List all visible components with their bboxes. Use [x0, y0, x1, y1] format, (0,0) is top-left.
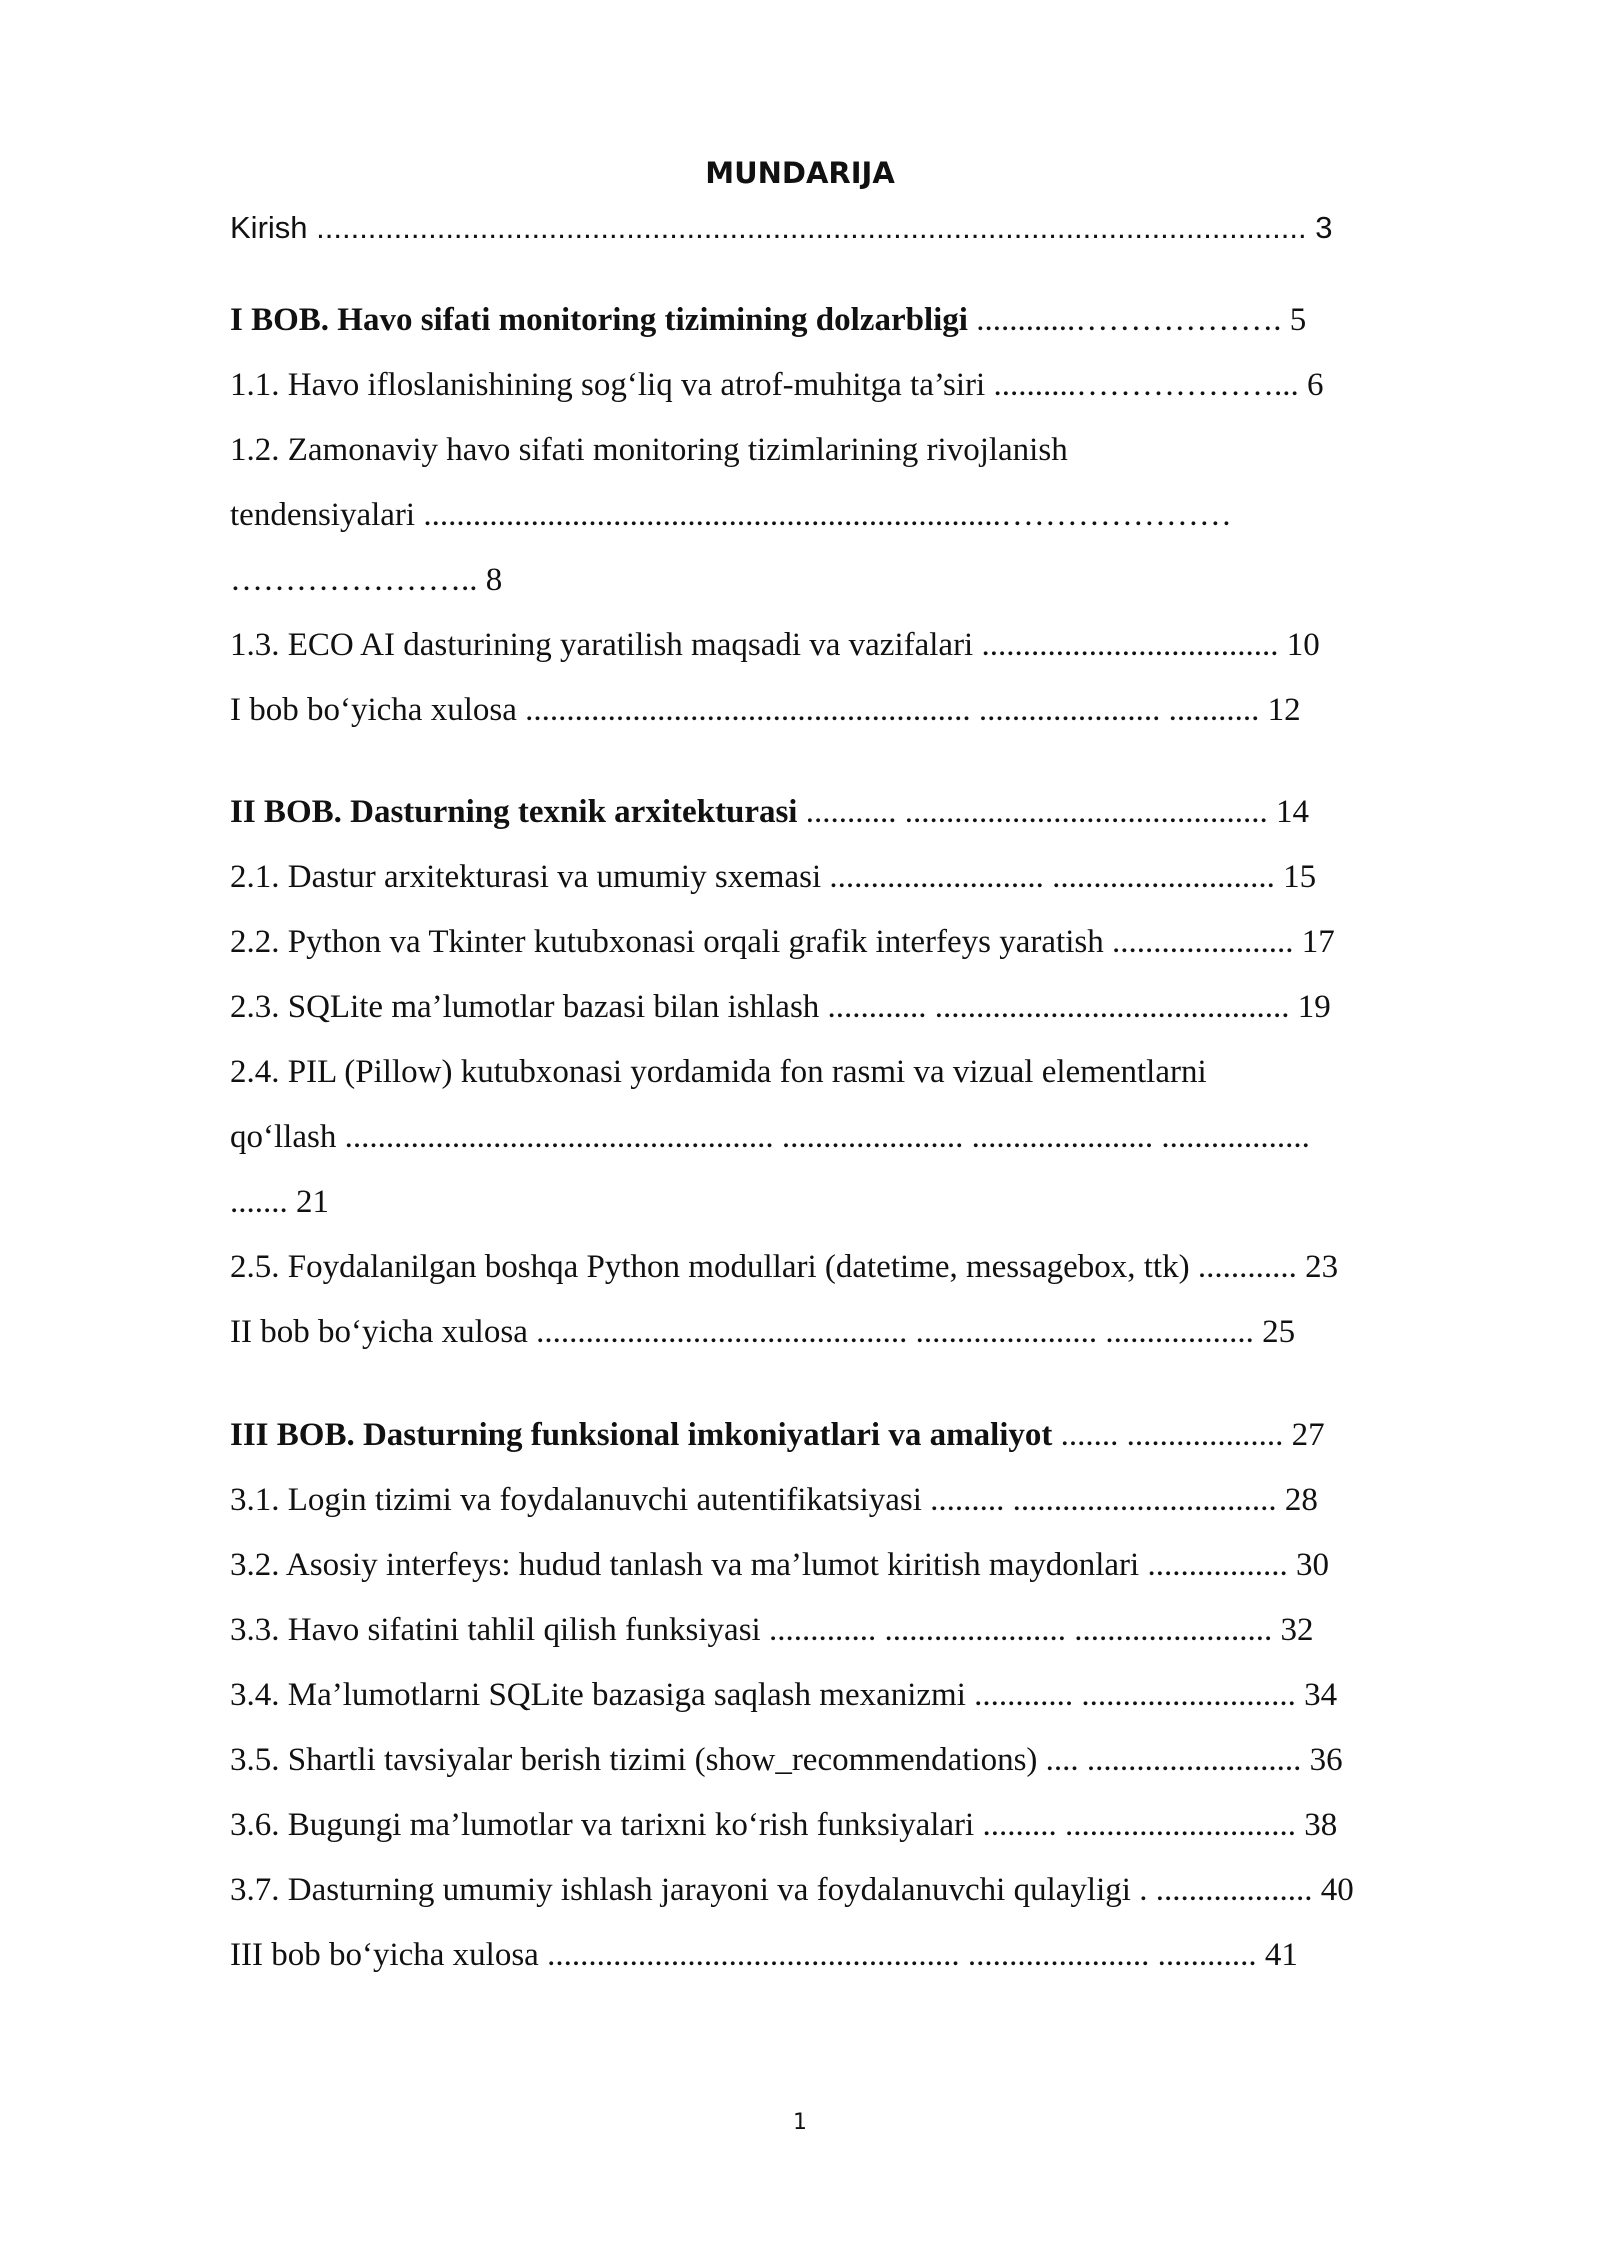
toc-section-1-2-cont: tendensiyalari ......................................................................…………………: [230, 497, 1232, 533]
toc-section-3-1: 3.1. Login tizimi va foydalanuvchi autentifikatsiyasi ......... ................................ 28: [230, 1482, 1318, 1518]
toc-conclusion-2: II bob bo‘yicha xulosa ............................................. ...................... .................. 25: [230, 1314, 1296, 1350]
toc-chapter-2: II BOB. Dasturning texnik arxitekturasi ........... ............................................ 14: [230, 794, 1309, 830]
toc-section-3-3: 3.3. Havo sifatini tahlil qilish funksiyasi ............. ...................... ........................ 32: [230, 1612, 1314, 1648]
toc-conclusion-3: III bob bo‘yicha xulosa .................................................. ...................... ............ 41: [230, 1937, 1298, 1973]
toc-section-2-5: 2.5. Foydalanilgan boshqa Python modullari (datetime, messagebox, ttk) ............ 23: [230, 1249, 1339, 1285]
toc-section-2-4-page: ....... 21: [230, 1184, 329, 1220]
toc-section-2-1: 2.1. Dastur arxitekturasi va umumiy sxemasi .......................... ........................... 15: [230, 859, 1317, 895]
toc-section-2-4-cont: qo‘llash .................................................... ...................... ...................... ..................: [230, 1119, 1310, 1155]
page-number: 1: [793, 2110, 807, 2135]
toc-chapter-3: III BOB. Dasturning funksional imkoniyatlari va amaliyot ....... ................... 27: [230, 1417, 1325, 1453]
toc-section-1-1: 1.1. Havo ifloslanishining sog‘liq va atrof-muhitga ta’siri ..........………………... 6: [230, 367, 1324, 403]
toc-conclusion-1: I bob bo‘yicha xulosa ...................................................... ...................... ........... 12: [230, 692, 1301, 728]
toc-section-2-2: 2.2. Python va Tkinter kutubxonasi orqali grafik interfeys yaratish ...................... 17: [230, 924, 1335, 960]
toc-section-3-4: 3.4. Ma’lumotlarni SQLite bazasiga saqlash mexanizmi ............ .......................... 34: [230, 1677, 1338, 1713]
toc-section-1-3: 1.3. ECO AI dasturining yaratilish maqsadi va vazifalari .................................... 10: [230, 627, 1320, 663]
toc-section-1-2: 1.2. Zamonaviy havo sifati monitoring tizimlarining rivojlanish: [230, 432, 1068, 468]
toc-chapter-1: I BOB. Havo sifati monitoring tizimining dolzarbligi ............………………. 5: [230, 302, 1307, 338]
page-title: MUNDARIJA: [705, 156, 895, 190]
toc-section-2-4: 2.4. PIL (Pillow) kutubxonasi yordamida fon rasmi va vizual elementlarni: [230, 1054, 1207, 1090]
toc-section-3-5: 3.5. Shartli tavsiyalar berish tizimi (show_recommendations) .... .......................... 36: [230, 1742, 1343, 1778]
toc-entry-kirish: Kirish ................................................................................................................... 3: [230, 210, 1333, 245]
toc-section-2-3: 2.3. SQLite ma’lumotlar bazasi bilan ishlash ............ ........................................... 19: [230, 989, 1331, 1025]
toc-section-1-2-page: ………………….. 8: [230, 562, 503, 598]
toc-section-3-7: 3.7. Dasturning umumiy ishlash jarayoni va foydalanuvchi qulayligi . ................... 40: [230, 1872, 1354, 1908]
toc-section-3-2: 3.2. Asosiy interfeys: hudud tanlash va ma’lumot kiritish maydonlari ................. 30: [230, 1547, 1329, 1583]
toc-section-3-6: 3.6. Bugungi ma’lumotlar va tarixni ko‘rish funksiyalari ......... ............................ 38: [230, 1807, 1338, 1843]
